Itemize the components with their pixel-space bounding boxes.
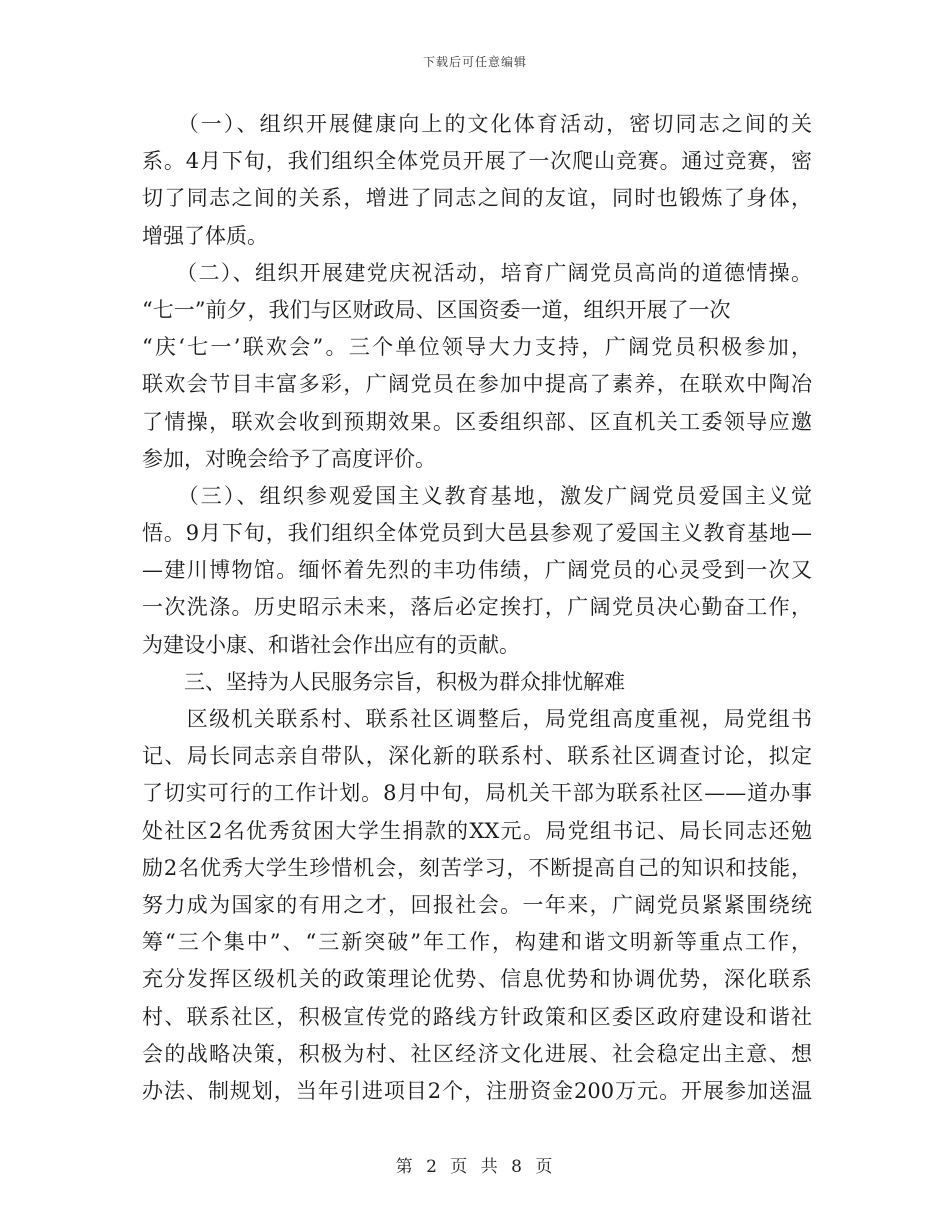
text-line: 了切实可行的工作计划。8月中旬，局机关干部为联系社区——道办事 — [142, 781, 812, 806]
text-line: “七一”前夕，我们与区财政局、区国资委一道，组织开展了一次 — [142, 297, 731, 322]
text-line: 参加，对晚会给予了高度评价。 — [142, 446, 436, 471]
text-line: （三）、组织参观爱国主义教育基地，激发广阔党员爱国主义觉 — [142, 483, 812, 508]
text-line: 悟。9月下旬，我们组织全体党员到大邑县参观了爱国主义教育基地— — [142, 521, 812, 546]
text-line: 了情操，联欢会收到预期效果。区委组织部、区直机关工委领导应邀 — [142, 409, 812, 434]
text-line: 办法、制规划，当年引进项目2个，注册资金200万元。开展参加送温 — [142, 1078, 812, 1103]
text-line: 村、联系社区，积极宣传党的路线方针政策和区委区政府建设和谐社 — [142, 1004, 812, 1029]
text-line: 联欢会节目丰富多彩，广阔党员在参加中提高了素养，在联欢中陶冶 — [142, 372, 812, 397]
page-header-note: 下载后可任意编辑 — [422, 55, 527, 69]
text-line: 系。4月下旬，我们组织全体党员开展了一次爬山竞赛。通过竞赛，密 — [142, 149, 812, 174]
page-number-footer: 第 2 页 共 8 页 — [395, 1157, 555, 1177]
text-line: 会的战略决策，积极为村、社区经济文化进展、社会稳定出主意、想 — [142, 1041, 812, 1066]
text-line: 记、局长同志亲自带队，深化新的联系村、联系社区调查讨论，拟定 — [142, 744, 812, 769]
text-line: “庆‘七一’联欢会”。三个单位领导大力支持，广阔党员积极参加， — [142, 335, 812, 360]
text-line: （一）、组织开展健康向上的文化体育活动，密切同志之间的关 — [142, 112, 812, 136]
text-line: —建川博物馆。缅怀着先烈的丰功伟绩，广阔党员的心灵受到一次又 — [142, 558, 812, 583]
text-line: 筹“三个集中”、“三新突破”年工作，构建和谐文明新等重点工作， — [142, 930, 812, 955]
section-heading: 三、坚持为人民服务宗旨，积极为群众排忧解难 — [142, 669, 625, 694]
text-line: （二）、组织开展建党庆祝活动，培育广阔党员高尚的道德情操。 — [142, 260, 812, 285]
text-line: 切了同志之间的关系，增进了同志之间的友谊，同时也锻炼了身体， — [142, 186, 812, 211]
text-line: 处社区2名优秀贫困大学生捐款的XX元。局党组书记、局长同志还勉 — [142, 818, 812, 843]
text-line: 充分发挥区级机关的政策理论优势、信息优势和协调优势，深化联系 — [142, 967, 812, 992]
text-line: 区级机关联系村、联系社区调整后，局党组高度重视，局党组书 — [142, 707, 812, 731]
text-line: 一次洗涤。历史昭示未来，落后必定挨打，广阔党员决心勤奋工作， — [142, 595, 812, 620]
text-line: 为建设小康、和谐社会作出应有的贡献。 — [142, 632, 520, 657]
text-line: 增强了体质。 — [142, 223, 268, 248]
document-body — [142, 106, 812, 1110]
text-line: 努力成为国家的有用之才，回报社会。一年来，广阔党员紧紧围绕统 — [142, 892, 812, 917]
text-line: 励2名优秀大学生珍惜机会，刻苦学习，不断提高自己的知识和技能， — [142, 855, 812, 880]
